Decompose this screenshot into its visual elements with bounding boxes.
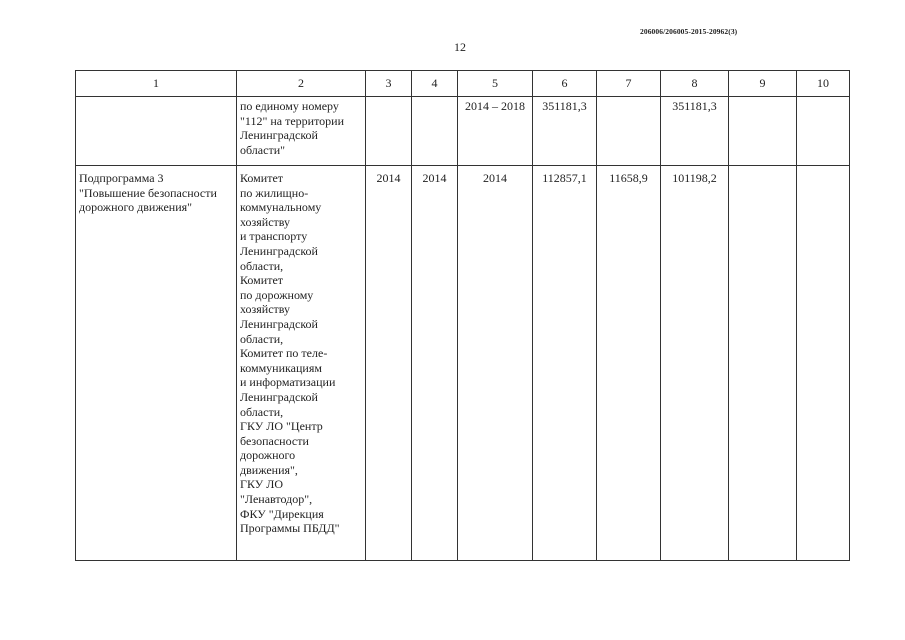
executor-cell: по единому номеру "112" на территории Ленинградской области" (237, 97, 366, 166)
executor-cell: Комитет по жилищно- коммунальному хозяйству и транспорту Ленинградской области, Комитет по дорожному хозяйству Ленинградской области, Комитет по теле- коммуникациям и информатизации Ленинградской области, ГКУ ЛО "Центр безопасности дорожного движения", ГКУ ЛО "Ленавтодор", ФКУ "Дирекция Программы ПБДД" (237, 166, 366, 561)
page-number: 12 (454, 40, 466, 54)
column-number: 8 (661, 71, 729, 97)
other-sources-cell (797, 97, 850, 166)
column-number: 6 (533, 71, 597, 97)
local-budget-cell (729, 97, 797, 166)
program-name-cell: Подпрограмма 3 "Повышение безопасности дорожного движения" (76, 166, 237, 561)
end-year-cell (412, 97, 458, 166)
local-budget-cell (729, 166, 797, 561)
start-year-cell (366, 97, 412, 166)
end-year-cell: 2014 (412, 166, 458, 561)
column-number: 1 (76, 71, 237, 97)
regional-budget-cell: 101198,2 (661, 166, 729, 561)
column-number: 4 (412, 71, 458, 97)
table-row (76, 97, 850, 166)
period-cell: 2014 – 2018 (458, 97, 533, 166)
column-number: 5 (458, 71, 533, 97)
program-table (75, 70, 850, 561)
total-cell: 112857,1 (533, 166, 597, 561)
federal-budget-cell (597, 97, 661, 166)
document-registration-code: 206006/206005-2015-20962(3) (640, 27, 738, 36)
start-year-cell: 2014 (366, 166, 412, 561)
regional-budget-cell: 351181,3 (661, 97, 729, 166)
column-number: 3 (366, 71, 412, 97)
column-number-row (76, 71, 850, 97)
table-row (76, 166, 850, 561)
period-cell: 2014 (458, 166, 533, 561)
total-cell: 351181,3 (533, 97, 597, 166)
federal-budget-cell: 11658,9 (597, 166, 661, 561)
column-number: 2 (237, 71, 366, 97)
column-number: 10 (797, 71, 850, 97)
column-number: 9 (729, 71, 797, 97)
program-name-cell (76, 97, 237, 166)
other-sources-cell (797, 166, 850, 561)
column-number: 7 (597, 71, 661, 97)
